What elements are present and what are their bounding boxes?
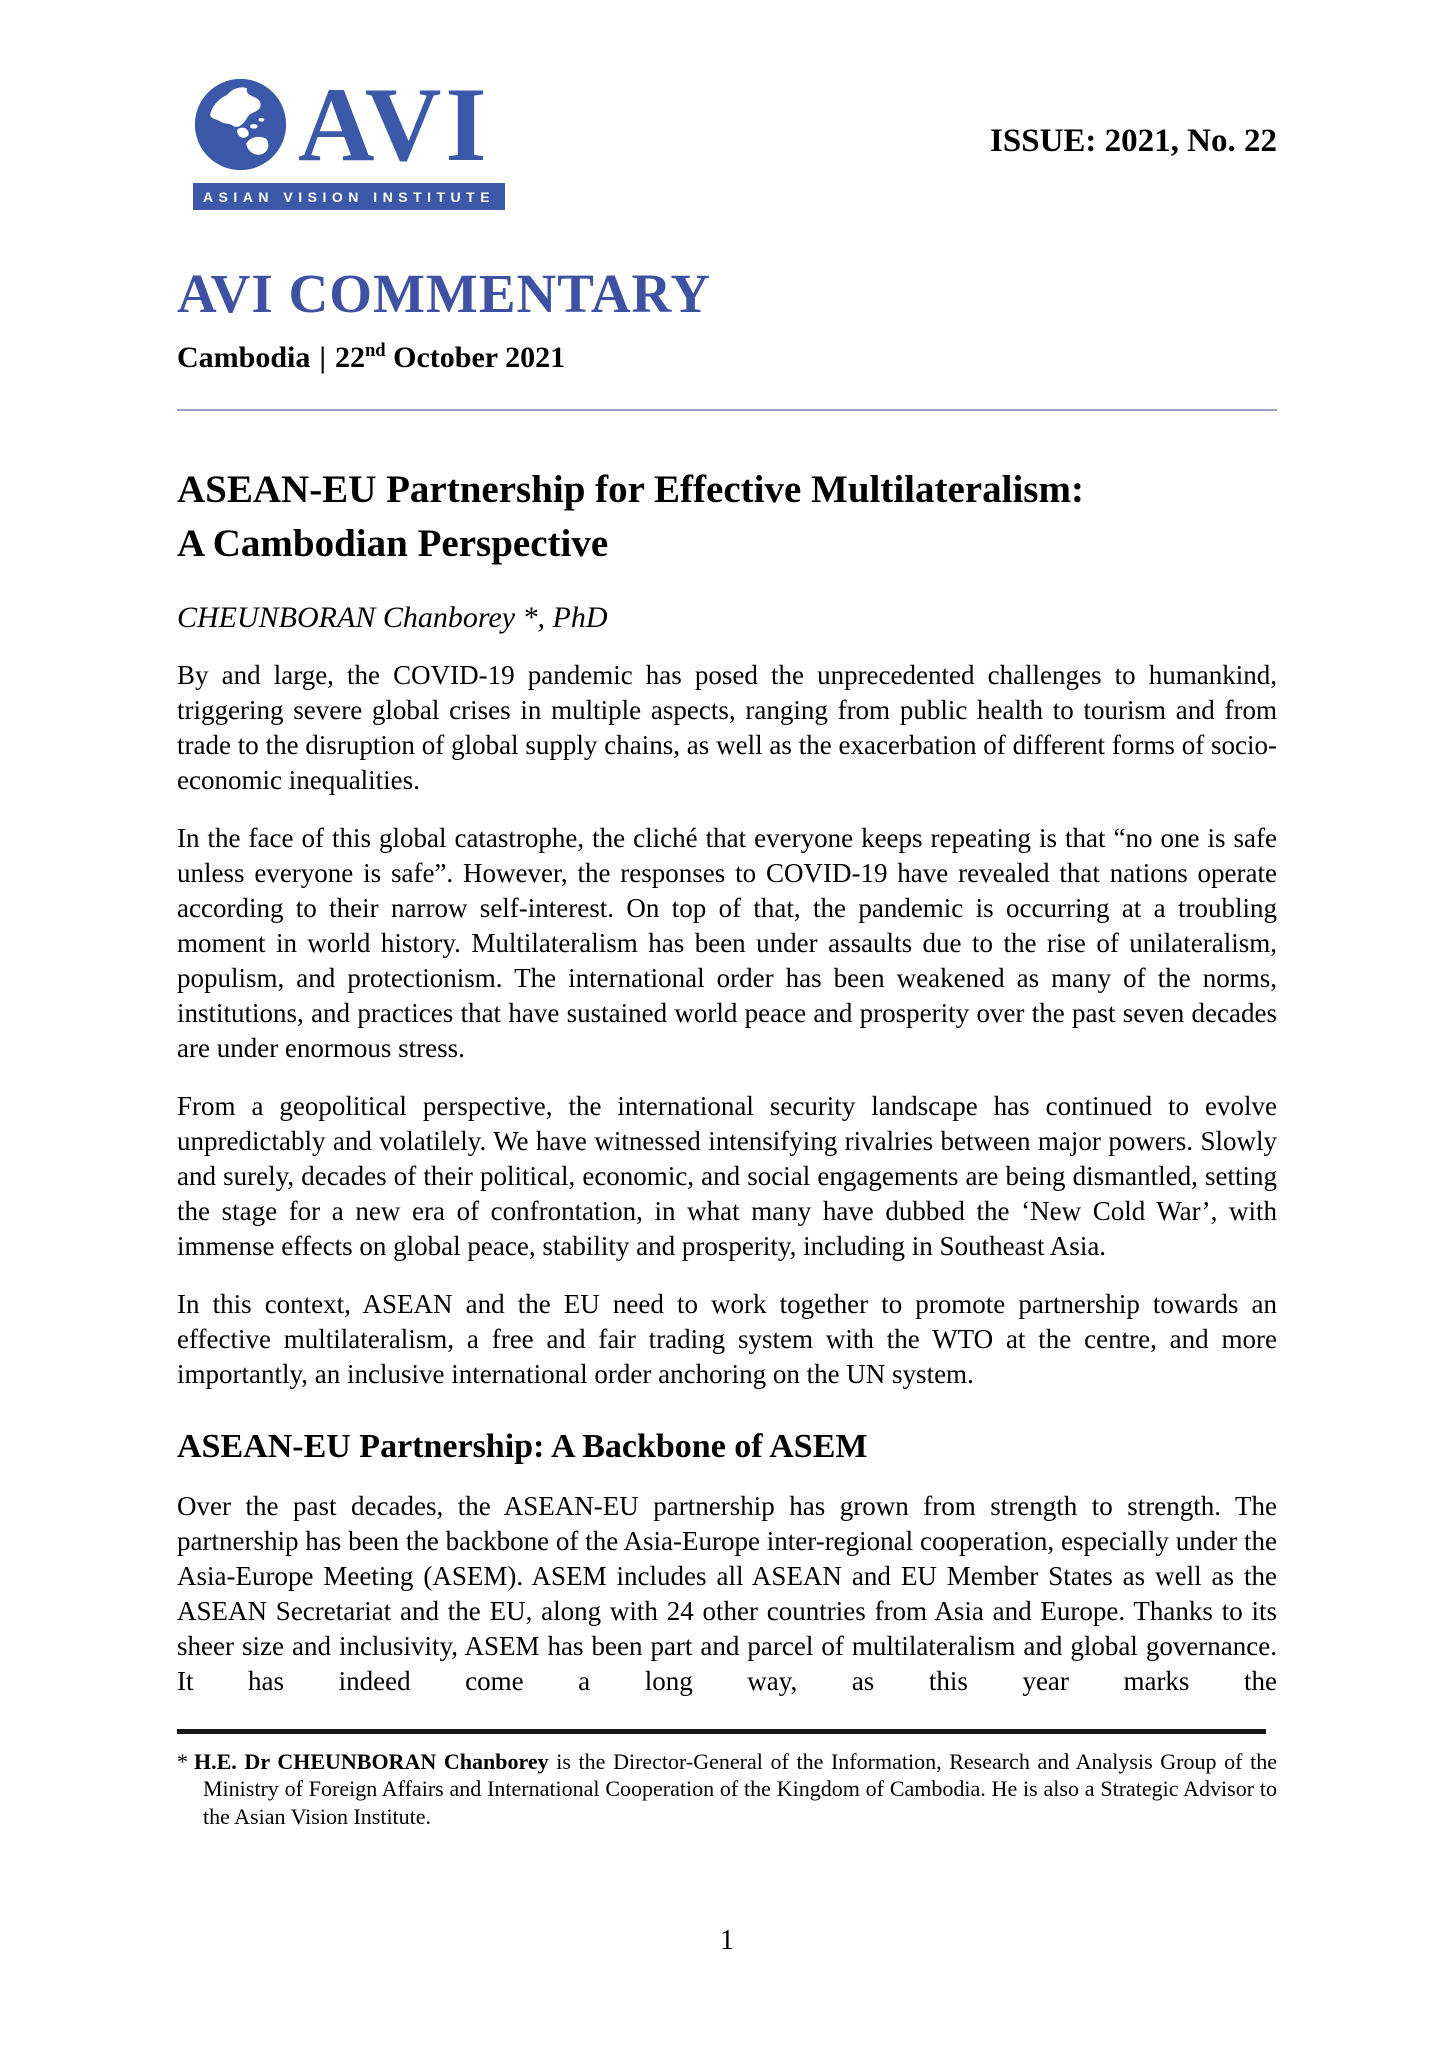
issue-label: ISSUE: 2021, No. 22	[990, 122, 1277, 159]
section-heading: ASEAN-EU Partnership: A Backbone of ASEM	[177, 1427, 868, 1465]
dateline-day: 22	[334, 341, 365, 374]
page-number: 1	[720, 1925, 734, 1956]
dateline-month-year: October 2021	[393, 341, 566, 374]
publication-title: AVI COMMENTARY	[177, 263, 712, 324]
article-title-line1: ASEAN-EU Partnership for Effective Multilateralism:	[177, 468, 1084, 511]
dateline-ordinal: nd	[364, 340, 386, 361]
dateline-location: Cambodia	[177, 341, 311, 374]
footnote-marker: *	[177, 1748, 188, 1774]
footnote	[177, 1748, 1277, 1831]
dateline	[177, 341, 1277, 375]
logo-banner: ASIAN VISION INSTITUTE	[193, 183, 505, 210]
article-title-line2: A Cambodian Perspective	[177, 521, 609, 565]
dateline-separator: |	[319, 341, 326, 374]
article-title	[177, 463, 1277, 571]
header-divider	[177, 409, 1277, 411]
body-paragraph: By and large, the COVID-19 pandemic has posed the unprecedented challenges to humankind, triggering severe global crises in multiple aspects, ranging from public health to tourism and from trade to the disruption of global supply chains, as well as the exacerbation of different forms of socio-economic inequalities.	[177, 659, 1277, 795]
body-paragraph: In the face of this global catastrophe, the cliché that everyone keeps repeating is that “no one is safe unless everyone is safe”. However, the responses to COVID-19 have revealed that nations operate according to their narrow self-interest. On top of that, the pandemic is occurring at a troubling moment in world history. Multilateralism has been under assaults due to the rise of unilateralism, populism, and protectionism. The international order has been weakened as many of the norms, institutions, and practices that have sustained world peace and prosperity over the past seven decades are under enormous stress.	[177, 822, 1277, 1063]
footnote-text: is the Director-General of the Information, Research and Analysis Group of the Ministry of Foreign Affairs and International Cooperation of the Kingdom of Cambodia. He is also a Strategic Advisor to the Asian Vision Institute.	[203, 1748, 1277, 1829]
body-paragraph: From a geopolitical perspective, the international security landscape has continued to evolve unpredictably and volatilely. We have witnessed intensifying rivalries between major powers. Slowly and surely, decades of their political, economic, and social engagements are being dismantled, setting the stage for a new era of confrontation, in what many have dubbed the ‘New Cold War’, with immense effects on global peace, stability and prosperity, including in Southeast Asia.	[177, 1090, 1277, 1261]
body-paragraph: Over the past decades, the ASEAN-EU partnership has grown from strength to strength. The partnership has been the backbone of the Asia-Europe inter-regional cooperation, especially under the Asia-Europe Meeting (ASEM). ASEM includes all ASEAN and EU Member States as well as the ASEAN Secretariat and the EU, along with 24 other countries from Asia and Europe. Thanks to its sheer size and inclusivity, ASEM has been part and parcel of multilateralism and global governance. It has indeed come a long way, as this year marks the	[177, 1490, 1277, 1696]
body-paragraph: In this context, ASEAN and the EU need to work together to promote partnership towards an effective multilateralism, a free and fair trading system with the WTO at the centre, and more importantly, an inclusive international order anchoring on the UN system.	[177, 1288, 1277, 1389]
globe-asia-icon	[193, 77, 288, 172]
author-byline: CHEUNBORAN Chanborey *, PhD	[177, 600, 608, 634]
logo-acronym: AVI	[298, 65, 491, 183]
footnote-author-name: H.E. Dr CHEUNBORAN Chanborey	[194, 1748, 549, 1774]
avi-logo	[193, 65, 505, 210]
page-header	[177, 65, 1277, 210]
footnote-divider	[177, 1729, 1266, 1734]
